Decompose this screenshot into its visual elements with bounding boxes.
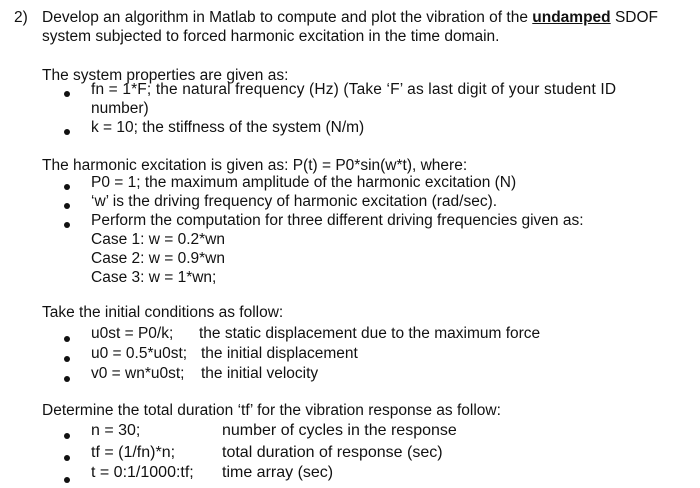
bullet-dot [64, 83, 70, 102]
ic-code-v0: v0 = wn*u0st; [91, 365, 185, 382]
bullet-dot [64, 214, 70, 233]
ic-code-u0: u0 = 0.5*u0st; [91, 345, 188, 362]
question-line-2: system subjected to forced harmonic excitation in the time domain. [42, 28, 500, 45]
ic-desc-u0st: the static displacement due to the maximum force [199, 325, 541, 342]
question-line-1 [42, 8, 658, 27]
bullet-dot [64, 368, 70, 387]
bullet-dot [64, 176, 70, 195]
case-2: Case 2: w = 0.9*wn [91, 250, 225, 267]
duration-code-t: t = 0:1/1000:tf; [91, 464, 194, 481]
bullet-dot [64, 447, 70, 466]
duration-desc-n: number of cycles in the response [222, 422, 457, 439]
case-3: Case 3: w = 1*wn; [91, 269, 217, 286]
question-line-1-text: Develop an algorithm in Matlab to compute and plot the vibration of the [42, 9, 533, 26]
duration-code-n: n = 30; [91, 422, 141, 439]
ic-desc-v0: the initial velocity [201, 365, 319, 382]
case-1: Case 1: w = 0.2*wn [91, 231, 225, 248]
duration-heading: Determine the total duration ‘tf’ for the vibration response as follow: [42, 402, 501, 419]
duration-desc-tf: total duration of response (sec) [222, 444, 443, 461]
duration-code-tf: tf = (1/fn)*n; [91, 444, 176, 461]
excitation-item-w: ‘w’ is the driving frequency of harmonic excitation (rad/sec). [91, 193, 498, 210]
bullet-dot [64, 328, 70, 347]
ic-desc-u0: the initial displacement [201, 345, 358, 362]
bullet-dot [64, 195, 70, 214]
property-item-k: k = 10; the stiffness of the system (N/m) [91, 119, 365, 136]
bullet-dot [64, 469, 70, 488]
bullet-dot [64, 121, 70, 140]
property-item-fn: fn = 1*F; the natural frequency (Hz) (Take ‘F’ as last digit of your student ID [91, 81, 617, 98]
property-item-fn-cont: number) [91, 100, 149, 117]
bullet-dot [64, 425, 70, 444]
duration-desc-t: time array (sec) [222, 464, 334, 481]
question-number: 2) [14, 9, 28, 26]
excitation-item-perform: Perform the computation for three different driving frequencies given as: [91, 212, 584, 229]
undamped-emphasis: undamped [532, 9, 611, 26]
bullet-dot [64, 348, 70, 367]
excitation-item-p0: P0 = 1; the maximum amplitude of the harmonic excitation (N) [91, 174, 517, 191]
initial-conditions-heading: Take the initial conditions as follow: [42, 304, 284, 321]
properties-heading: The system properties are given as: [42, 67, 289, 84]
excitation-heading: The harmonic excitation is given as: P(t) = P0*sin(w*t), where: [42, 157, 468, 174]
ic-code-u0st: u0st = P0/k; [91, 325, 174, 342]
question-line-1-tail: SDOF [610, 9, 659, 26]
